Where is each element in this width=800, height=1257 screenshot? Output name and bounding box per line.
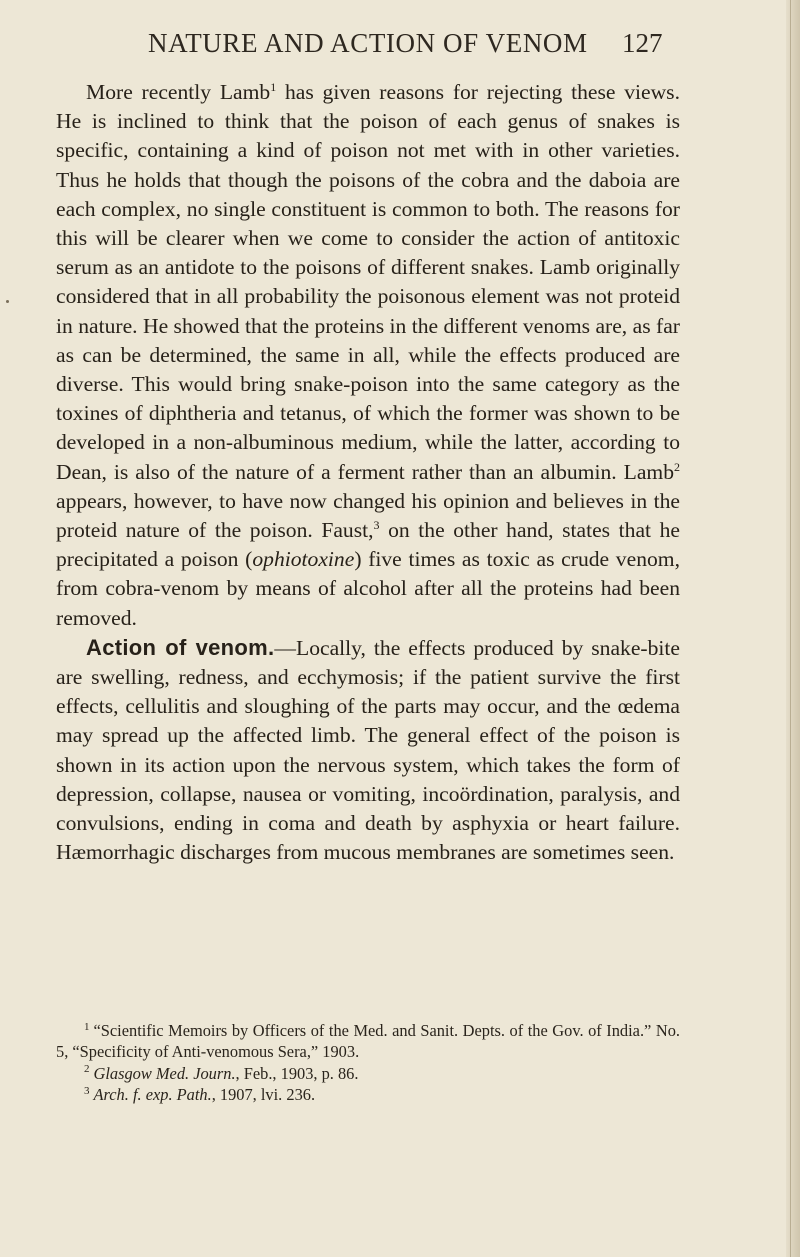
footnote-ref-3: 3: [373, 517, 380, 532]
paragraph-venom-specificity: More recently Lamb$^1$ has given reasons for rejecting these views. He is inclined to think that the poison of each genus of snakes is specific, containing a kind of poison not met with in other varieties. Thus he holds that though the poisons of the cobra and the daboia are each complex, no single constituent is common to both. The reasons for this will be clearer when we come to consider the action of antitoxic serum as an antidote to the poisons of different snakes. Lamb originally considered that in all probability the poisonous element was not proteid in nature. He showed that the proteins in the different venoms are, as far as can be determined, the same in all, while the effects produced are diverse. This would bring snake-poison into the same category as the toxines of diphtheria and tetanus, of which the former was shown to be developed in a non-albuminous medium, while the latter, according to Dean, is also of the nature of a ferment rather than an albumin. Lamb$^2$ appears, however, to have now changed his opinion and believes in the proteid nature of the poison. Faust,$^3$ on the other hand, states that he precipitated a poison (ophiotoxine) five times as toxic as crude venom, from cobra-venom by means of alcohol after all the proteins had been removed.: [56, 79, 680, 630]
page-edge: [786, 0, 800, 1257]
section-heading: Action of venom.: [86, 634, 275, 660]
footnote-2: $^2$ Glasgow Med. Journ., Feb., 1903, p. 86.: [84, 1063, 359, 1083]
footnote-1: $^1$ “Scientific Memoirs by Officers of the Med. and Sanit. Depts. of the Gov. of India.” No. 5, “Specificity of Anti-venomous Sera,” 1903.: [56, 1020, 680, 1062]
footnote-ref-1: 1: [270, 79, 277, 94]
ophiotoxine-term: ophiotoxine: [252, 547, 355, 572]
footnote-ref-2: 2: [674, 459, 680, 474]
speck: [6, 300, 9, 303]
footnote-3: $^3$ Arch. f. exp. Path., 1907, lvi. 236.: [84, 1084, 316, 1105]
paragraph-action-of-venom: Action of venom.—Locally, the effects produced by snake-bite are swelling, redness, and ecchymosis; if the patient survive the first effects, cellulitis and sloughing of the parts may occur, and the œdema may spread up the affected limb. The general effect of the poison is shown in its action upon the nervous system, which takes the form of depression, collapse, nausea or vomiting, incoördination, paralysis, and convulsions, ending in coma and death by asphyxia or heart failure. Hæmorrhagic discharges from mucous membranes are sometimes seen.: [56, 634, 680, 865]
body-text: [56, 78, 680, 867]
footnotes: [56, 1020, 680, 1106]
running-title: NATURE AND ACTION OF VENOM: [148, 28, 588, 58]
page-number: 127: [622, 28, 663, 58]
